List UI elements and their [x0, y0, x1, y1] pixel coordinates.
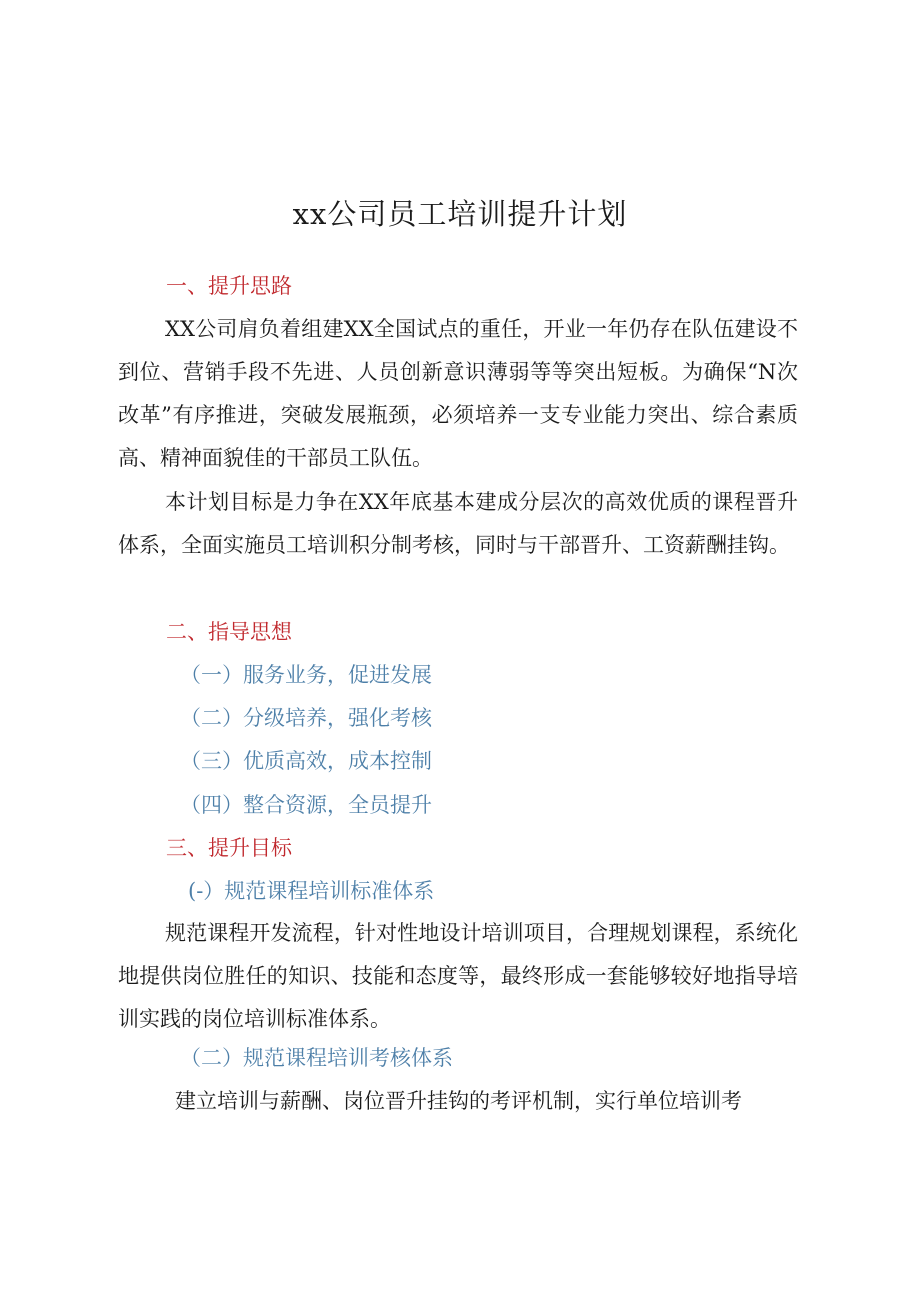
section-heading-approach: 一、提升思路: [166, 274, 292, 298]
target-subheading-assessment: （二）规范课程培训考核体系: [180, 1046, 453, 1070]
paragraph-approach-goal: 本计划目标是力争在XX年底基本建成分层次的高效优质的课程晋升体系，全面实施员工培训积分制考核，同时与干部晋升、工资薪酬挂钩。: [118, 490, 798, 557]
target-subheading-standards: (-）规范课程培训标准体系: [188, 879, 435, 903]
guiding-item-2: （二）分级培养，强化考核: [180, 706, 432, 730]
document-title: xx公司员工培训提升计划: [292, 197, 628, 231]
section-heading-guiding-ideas: 二、指导思想: [166, 620, 292, 644]
paragraph-approach-background: XX公司肩负着组建XX全国试点的重任，开业一年仍存在队伍建设不到位、营销手段不先进、人员创新意识薄弱等等突出短板。为确保“N次改革”有序推进，突破发展瓶颈，必须培养一支专业能力突出、综合素质高、精神面貌佳的干部员工队伍。: [118, 317, 798, 470]
paragraph-target-assessment: 建立培训与薪酬、岗位晋升挂钩的考评机制，实行单位培训考: [175, 1089, 742, 1113]
section-heading-targets: 三、提升目标: [166, 836, 292, 860]
guiding-item-3: （三）优质高效，成本控制: [180, 749, 432, 773]
guiding-item-1: （一）服务业务，促进发展: [180, 663, 432, 687]
guiding-item-4: （四）整合资源，全员提升: [180, 793, 432, 817]
paragraph-target-standards: 规范课程开发流程，针对性地设计培训项目，合理规划课程，系统化地提供岗位胜任的知识、技能和态度等，最终形成一套能够较好地指导培训实践的岗位培训标准体系。: [118, 921, 798, 1031]
